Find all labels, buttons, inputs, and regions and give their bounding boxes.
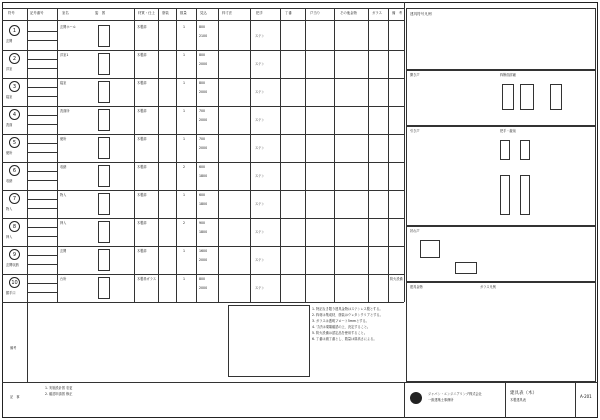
legend-panel <box>406 282 596 382</box>
legend-panel-label: 建具金物 <box>410 285 423 289</box>
row-divider <box>2 218 404 219</box>
row-material: 木製扉 <box>137 193 147 197</box>
footer-revision: 1. 実施設計図 変更 <box>45 386 73 390</box>
row-name: 押入 <box>6 235 13 239</box>
row-qty: 1 <box>183 249 186 253</box>
row-name: 洋室 <box>6 67 13 71</box>
row-hardware: ステン <box>255 34 265 38</box>
mark-circle: 3 <box>9 81 20 92</box>
row-qty: 1 <box>183 81 186 85</box>
row-hardware: ステン <box>255 230 265 234</box>
col-divider <box>196 8 197 302</box>
footer-top-line <box>2 382 598 383</box>
row-qty: 1 <box>183 193 186 197</box>
notes-divider <box>27 302 28 382</box>
row-divider <box>27 124 57 125</box>
header-mark: 符号 <box>8 11 15 15</box>
notes-line: 2. 枠材は集成材、塗装はウレタンクリアとする。 <box>312 313 383 317</box>
company-logo-icon <box>410 392 422 404</box>
row-divider <box>27 59 57 60</box>
legend-panel <box>406 8 596 70</box>
row-material: 木製扉 <box>137 53 147 57</box>
row-hardware: ステン <box>255 202 265 206</box>
row-divider <box>27 87 57 88</box>
row-name: 玄関収納 <box>6 263 19 267</box>
row-divider <box>27 68 57 69</box>
mark-circle: 8 <box>9 221 20 232</box>
row-room: 便所 <box>60 137 67 141</box>
row-hardware: ステン <box>255 174 265 178</box>
frame-detail-icon <box>502 84 514 110</box>
legend-title: 建具符号凡例 <box>410 12 432 16</box>
mark-circle: 6 <box>9 165 20 176</box>
col-divider <box>158 8 159 302</box>
lock-detail-icon <box>520 175 530 215</box>
header-other: その他金物 <box>340 11 357 15</box>
row-divider <box>27 180 57 181</box>
row-divider <box>27 152 57 153</box>
row-height: 1800 <box>199 174 208 178</box>
row-divider <box>27 236 57 237</box>
row-note: 防火設備 <box>390 277 403 281</box>
door-elevation-icon <box>98 221 110 243</box>
door-swing-icon <box>420 240 440 258</box>
row-divider <box>2 190 404 191</box>
row-name: 収納 <box>6 179 13 183</box>
row-divider <box>2 162 404 163</box>
row-room: 収納 <box>60 165 67 169</box>
notes-line: 6. 丁番は旗丁番とし、数量は扉高さによる。 <box>312 337 377 341</box>
footer-revision: 2. 確認申請図 修正 <box>45 392 73 396</box>
door-elevation-icon <box>98 277 110 299</box>
row-qty: 1 <box>183 137 186 141</box>
notes-line: 1. 特記なき限り建具金物はステンレス製とする。 <box>312 307 383 311</box>
row-name: 洗面 <box>6 123 13 127</box>
sheet-subtitle: 木製建具表 <box>510 398 526 402</box>
header-room: 室名 <box>62 11 69 15</box>
mark-circle: 9 <box>9 249 20 260</box>
header-qty: 数量 <box>180 11 187 15</box>
col-divider <box>280 8 281 302</box>
col-divider <box>334 8 335 302</box>
door-elevation-icon <box>98 81 110 103</box>
row-material: 木製扉 <box>137 109 147 113</box>
row-divider <box>27 40 57 41</box>
legend-panel-label: 開き戸 <box>410 73 420 77</box>
row-name: 物入 <box>6 207 13 211</box>
notes-top-line <box>2 302 404 303</box>
row-material: 木製扉 <box>137 249 147 253</box>
schedule-header-line <box>2 20 404 21</box>
row-hardware: ステン <box>255 90 265 94</box>
col-divider <box>27 8 28 302</box>
mark-circle: 1 <box>9 25 20 36</box>
row-hardware: ステン <box>255 118 265 122</box>
row-qty: 2 <box>183 165 186 169</box>
frame-detail-icon <box>520 84 534 110</box>
legend-panel-label: 引き戸 <box>410 129 420 133</box>
row-height: 2000 <box>199 62 208 66</box>
header-elevation: 姿 図 <box>95 11 106 15</box>
row-size: 900 <box>199 221 206 225</box>
row-divider <box>27 255 57 256</box>
door-elevation-icon <box>98 165 110 187</box>
col-divider <box>134 8 135 302</box>
titleblock-divider <box>404 382 405 418</box>
mark-circle: 2 <box>9 53 20 64</box>
row-divider <box>27 96 57 97</box>
row-qty: 2 <box>183 221 186 225</box>
notes-line: 5. 防火設備は認定品を使用すること。 <box>312 331 368 335</box>
col-divider <box>57 8 58 302</box>
col-divider <box>305 8 306 302</box>
row-name: 寝室 <box>6 95 13 99</box>
row-qty: 1 <box>183 109 186 113</box>
row-height: 2100 <box>199 34 208 38</box>
row-divider <box>27 199 57 200</box>
row-size: 800 <box>199 53 206 57</box>
row-divider <box>2 106 404 107</box>
row-size: 700 <box>199 137 206 141</box>
legend-panel-label: 折れ戸 <box>410 229 420 233</box>
row-hardware: ステン <box>255 62 265 66</box>
notes-legend-box <box>228 305 310 377</box>
row-size: 600 <box>199 165 206 169</box>
row-qty: 1 <box>183 277 186 281</box>
row-room: 玄関 <box>60 249 67 253</box>
mark-circle: 10 <box>9 277 20 288</box>
row-divider <box>2 246 404 247</box>
header-code: 記号番号 <box>30 11 44 15</box>
company-sub: 一級建築士事務所 <box>428 398 454 402</box>
row-name: 玄関 <box>6 39 13 43</box>
row-size: 700 <box>199 109 206 113</box>
row-height: 2000 <box>199 258 208 262</box>
header-material: 材質・仕上 <box>138 11 155 15</box>
col-divider <box>218 8 219 302</box>
row-qty: 1 <box>183 25 186 29</box>
door-elevation-icon <box>98 109 110 131</box>
schedule-right-border <box>404 2 405 302</box>
row-height: 1800 <box>199 202 208 206</box>
row-divider <box>2 50 404 51</box>
row-material: 木製扉 <box>137 137 147 141</box>
row-room: 洗面所 <box>60 109 70 113</box>
schedule-top-line <box>2 8 404 9</box>
col-divider <box>176 8 177 302</box>
row-divider <box>2 134 404 135</box>
row-divider <box>27 143 57 144</box>
door-elevation-icon <box>98 193 110 215</box>
door-elevation-icon <box>98 53 110 75</box>
row-divider <box>27 283 57 284</box>
footer-remarks: 記 事 <box>10 395 20 399</box>
col-divider <box>250 8 251 302</box>
row-room: 押入 <box>60 221 67 225</box>
row-size: 800 <box>199 277 206 281</box>
legend-panel-label: 把手・錠前 <box>500 129 516 133</box>
row-hardware: ステン <box>255 286 265 290</box>
row-divider <box>2 274 404 275</box>
titleblock-divider <box>575 382 576 418</box>
header-hinge: 丁番 <box>285 11 292 15</box>
legend-panel-label: ガラス凡例 <box>480 285 496 289</box>
row-height: 2000 <box>199 90 208 94</box>
row-room: 玄関ホール <box>60 25 76 29</box>
row-name: 便所 <box>6 151 13 155</box>
header-glass: ガラス <box>372 11 383 15</box>
row-hardware: ステン <box>255 258 265 262</box>
sliding-door-icon <box>455 262 477 274</box>
door-elevation-icon <box>98 137 110 159</box>
notes-line: 4. 寸法は現場確認の上、決定すること。 <box>312 325 371 329</box>
row-size: 800 <box>199 81 206 85</box>
handle-detail-icon <box>520 140 530 160</box>
header-stop: 戸当り <box>310 11 321 15</box>
row-hardware: ステン <box>255 146 265 150</box>
header-frame: 枠寸法 <box>222 11 233 15</box>
row-divider <box>27 227 57 228</box>
row-height: 2000 <box>199 286 208 290</box>
row-divider <box>27 171 57 172</box>
row-qty: 1 <box>183 53 186 57</box>
row-divider <box>27 115 57 116</box>
row-name: 勝手口 <box>6 291 16 295</box>
col-divider <box>368 8 369 302</box>
row-material: 木製扉 <box>137 165 147 169</box>
row-material: 木製扉 <box>137 221 147 225</box>
titleblock-divider <box>505 382 506 418</box>
row-material: 木製扉 <box>137 25 147 29</box>
row-material: 木製扉 <box>137 81 147 85</box>
header-depth: 見込 <box>200 11 207 15</box>
notes-line: 3. ガラスは透明フロート5mmとする。 <box>312 319 369 323</box>
legend-panel-label: 枠断面詳細 <box>500 73 516 77</box>
row-room: 物入 <box>60 193 67 197</box>
lock-detail-icon <box>500 175 510 215</box>
row-room: 台所 <box>60 277 67 281</box>
row-height: 1800 <box>199 230 208 234</box>
door-elevation-icon <box>98 249 110 271</box>
col-divider <box>388 8 389 302</box>
row-room: 洋室1 <box>60 53 69 57</box>
row-size: 600 <box>199 193 206 197</box>
row-divider <box>27 264 57 265</box>
header-paint: 塗装 <box>162 11 169 15</box>
row-height: 2000 <box>199 146 208 150</box>
handle-detail-icon <box>500 140 510 160</box>
row-divider <box>27 31 57 32</box>
row-material: 木製枠ガラス <box>137 277 157 281</box>
notes-label: 備考 <box>10 346 17 350</box>
header-note: 備 考 <box>392 11 403 15</box>
row-size: 1600 <box>199 249 208 253</box>
drawing-number: A-201 <box>580 394 592 399</box>
row-divider <box>27 208 57 209</box>
row-divider <box>2 78 404 79</box>
company-name: ジャパン・エンジニアリング株式会社 <box>428 392 482 396</box>
row-height: 2000 <box>199 118 208 122</box>
row-divider <box>27 292 57 293</box>
mark-circle: 4 <box>9 109 20 120</box>
sheet-title: 建具表（木） <box>510 391 537 396</box>
frame-detail-icon <box>550 84 562 110</box>
row-size: 800 <box>199 25 206 29</box>
mark-circle: 5 <box>9 137 20 148</box>
legend-panel <box>406 70 596 126</box>
mark-circle: 7 <box>9 193 20 204</box>
header-handle: 把手 <box>256 11 263 15</box>
door-elevation-icon <box>98 25 110 47</box>
row-room: 寝室 <box>60 81 67 85</box>
